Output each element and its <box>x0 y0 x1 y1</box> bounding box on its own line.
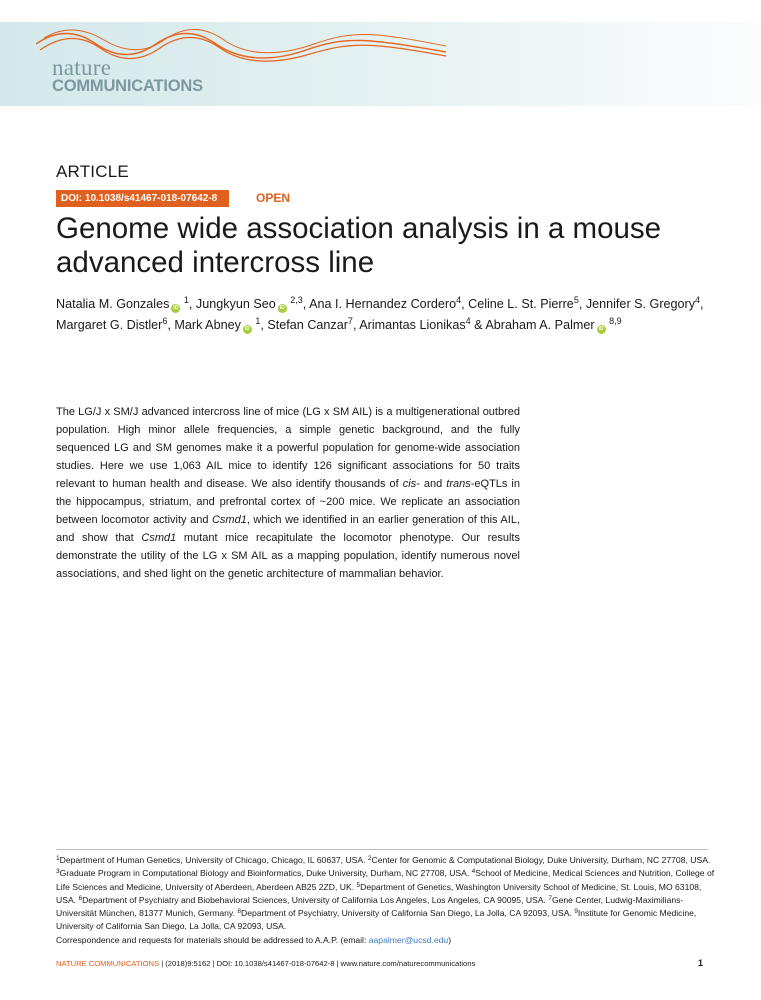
affiliation-number: 4 <box>471 868 476 876</box>
abstract-text: The LG/J x SM/J advanced intercross line of mice (LG x SM AIL) is a multigenerational outbred population. High minor allele frequencies, a simple genetic background, and the fully sequenced LG and SM genomes make it a powerful population for genome-wide association studies. Here we use 1,063 AIL mice to identify 126 significant associations for 50 traits relevant to human health and disease. We also identify thousands of <box>56 406 520 490</box>
affiliation-number: 7 <box>548 894 552 902</box>
author-name[interactable]: Abraham A. Palmer <box>485 318 595 332</box>
author-affiliation-marker: 5 <box>573 295 579 305</box>
affiliation-text: Center for Genomic & Computational Biology, Duke University, Durham, NC 27708, USA. <box>371 855 711 865</box>
footer-journal-name[interactable]: NATURE COMMUNICATIONS <box>56 959 160 968</box>
affiliation-text: Graduate Program in Computational Biology and Bioinformatics, Duke University, Durham, NC 27708, USA. <box>59 868 472 879</box>
author-affiliation-marker: 6 <box>162 316 168 326</box>
author-name[interactable]: Margaret G. Distler <box>56 318 163 332</box>
page-number: 1 <box>698 958 704 968</box>
footer-citation: | (2018)9:5162 | DOI: 10.1038/s41467-018-07642-8 | www.nature.com/naturecommunications <box>159 959 476 968</box>
affiliation-text: Institute for Genomic Medicine, University of California San Diego, La Jolla, CA 92093, USA. <box>56 908 697 932</box>
affiliation-number: 3 <box>56 868 60 876</box>
author-affiliation-marker: 4 <box>465 316 471 326</box>
author-name[interactable]: Natalia M. Gonzales <box>56 297 170 311</box>
author-name[interactable]: Jennifer S. Gregory <box>585 297 696 311</box>
affiliation-text: Department of Genetics, Washington University School of Medicine, St. Louis, MO 63108, USA. <box>56 881 702 905</box>
orcid-icon[interactable]: iD <box>173 304 179 311</box>
author-list: Natalia M. Gonzales iD $^1$, Jungkyun Seo iD $^{2,3}$, Ana I. Hernandez Cordero$^4$, Celine L. St. Pierre$^5$, Jennifer S. Gregory$^4$, Margaret G. Distler$^6$, Mark Abney iD $^1$, Stefan Canzar$^7$, Arimantas Lionikas$^4$ & Abraham A. Palmer iD $^{8,9}$ <box>56 295 704 332</box>
affiliations-footnote <box>56 854 716 947</box>
affiliation-text: Department of Psychiatry, University of California San Diego, La Jolla, CA 92093, USA. <box>240 908 575 919</box>
article-type-label: ARTICLE <box>56 162 129 181</box>
author-name[interactable]: Jungkyun Seo <box>195 297 276 311</box>
journal-logo-nature: nature <box>52 55 112 80</box>
author-name[interactable]: Ana I. Hernandez Cordero <box>309 297 457 311</box>
abstract-text: -eQTLs in the hippocampus, striatum, and prefrontal cortex of ~200 mice. We replicate an association between locomotor activity and <box>56 478 520 526</box>
author-affiliation-marker: 4 <box>456 295 462 305</box>
author-name[interactable]: Celine L. St. Pierre <box>468 297 574 311</box>
correspondence-email[interactable]: aapalmer@ucsd.edu <box>368 934 449 945</box>
open-access-label: OPEN <box>256 191 291 205</box>
abstract-italic-term: cis <box>402 478 417 490</box>
abstract-text: mutant mice recapitulate the locomotor phenotype. Our results demonstrate the utility of the LG x SM AIL as a mapping population, identify numerous novel associations, and shed light on the genetic architecture of mammalian behavior. <box>56 532 520 580</box>
author-affiliation-marker: 4 <box>695 295 701 305</box>
journal-logo-communications: COMMUNICATIONS <box>52 77 203 95</box>
affiliation-number: 9 <box>574 908 578 916</box>
affiliation-text: Department of Human Genetics, University of Chicago, Chicago, IL 60637, USA. <box>59 855 368 865</box>
author-affiliation-marker: 7 <box>347 316 353 326</box>
orcid-icon[interactable]: iD <box>279 304 285 311</box>
author-affiliation-marker: 2,3 <box>290 295 303 305</box>
author-name[interactable]: Arimantas Lionikas <box>359 318 466 332</box>
author-affiliation-marker: 1 <box>255 316 261 326</box>
abstract <box>56 403 520 583</box>
abstract-italic-term: trans <box>446 478 471 490</box>
author-name[interactable]: Mark Abney <box>174 318 241 332</box>
footnote-divider <box>56 849 708 850</box>
affiliation-number: 5 <box>356 881 361 889</box>
affiliation-number: 1 <box>56 855 60 862</box>
abstract-text: , which we identified in an earlier generation of this AIL, and show that <box>56 514 520 544</box>
page-footer <box>56 959 475 968</box>
abstract-italic-term: Csmd1 <box>141 532 177 544</box>
affiliation-text: Department of Psychiatry and Biobehavioral Sciences, University of California Los Angeles, Los Angeles, CA 90095, USA. <box>82 894 549 905</box>
orcid-icon[interactable]: iD <box>598 325 604 332</box>
affiliation-text: Gene Center, Ludwig-Maximilians-Universität München, 81377 Munich, Germany. <box>56 894 684 919</box>
article-title: Genome wide association analysis in a mouse advanced intercross line <box>56 212 662 279</box>
correspondence-close: ) <box>448 934 452 945</box>
abstract-italic-term: Csmd1 <box>211 514 247 526</box>
affiliation-number: 6 <box>78 894 83 902</box>
affiliation-number: 8 <box>237 908 241 916</box>
author-name[interactable]: Stefan Canzar <box>267 318 348 332</box>
correspondence-text: Correspondence and requests for materials should be addressed to A.A.P. (email: <box>56 934 369 945</box>
affiliation-text: School of Medicine, Medical Sciences and Nutrition, College of Life Sciences and Medicine, University of Aberdeen, Aberdeen AB25 2ZD, UK. <box>56 868 715 892</box>
orcid-icon[interactable]: iD <box>244 325 250 332</box>
abstract-text: - and <box>416 478 447 490</box>
doi-badge[interactable]: DOI: 10.1038/s41467-018-07642-8 <box>56 190 229 207</box>
author-affiliation-marker: 1 <box>183 295 189 305</box>
author-affiliation-marker: 8,9 <box>609 316 622 326</box>
affiliation-number: 2 <box>367 855 372 862</box>
